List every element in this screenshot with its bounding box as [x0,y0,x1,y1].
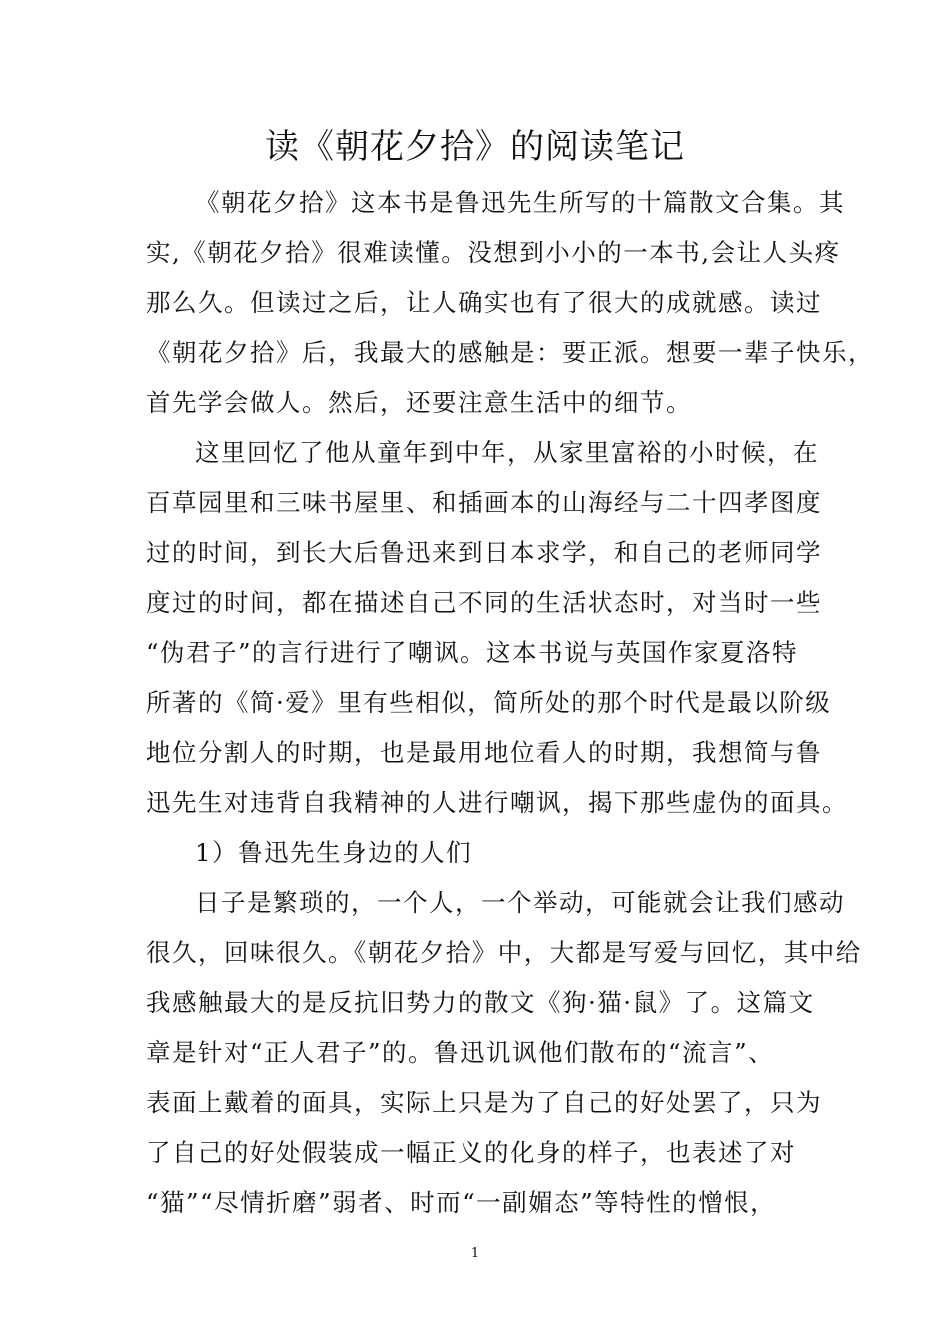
section-heading: 1）鲁迅先生身边的人们 [195,838,473,867]
text-line: 实,《朝花夕拾》很难读懂。没想到小小的一本书,会让人头疼 [146,238,841,267]
text-line: 迅先生对违背自我精神的人进行嘲讽，揭下那些虚伪的面具。 [146,788,848,817]
text-line: 地位分割人的时期，也是最用地位看人的时期，我想简与鲁 [146,738,822,767]
document-title: 读《朝花夕拾》的阅读笔记 [265,127,685,167]
text-line: 我感触最大的是反抗旧势力的散文《狗·猫·鼠》了。这篇文 [146,988,815,1017]
text-line: 过的时间，到长大后鲁迅来到日本求学，和自己的老师同学 [146,538,822,567]
page-number: 1 [470,1246,480,1261]
text-line: 很久，回味很久。《朝花夕拾》中，大都是写爱与回忆，其中给 [146,938,862,967]
text-line: 《朝花夕拾》这本书是鲁迅先生所写的十篇散文合集。其 [195,188,845,217]
text-line: 《朝花夕拾》后，我最大的感触是：要正派。想要一辈子快乐， [146,338,874,367]
text-line: 百草园里和三味书屋里、和插画本的山海经与二十四孝图度 [146,488,822,517]
text-line: 那么久。但读过之后，让人确实也有了很大的成就感。读过 [146,288,822,317]
text-line: “伪君子”的言行进行了嘲讽。这本书说与英国作家夏洛特 [146,638,799,667]
text-line: 度过的时间，都在描述自己不同的生活状态时，对当时一些 [146,588,822,617]
text-line: “猫”“尽情折磨”弱者、时而“一副媚态”等特性的憎恨， [146,1188,777,1217]
text-line: 首先学会做人。然后，还要注意生活中的细节。 [146,388,692,417]
text-line: 了自己的好处假装成一幅正义的化身的样子，也表述了对 [146,1138,796,1167]
document-body [146,178,874,1228]
text-line: 表面上戴着的面具，实际上只是为了自己的好处罢了，只为 [146,1088,822,1117]
text-line: 日子是繁琐的，一个人，一个举动，可能就会让我们感动 [195,888,845,917]
text-line: 章是针对“正人君子”的。鲁迅讥讽他们散布的“流言”、 [146,1038,775,1067]
text-line: 所著的《简·爱》里有些相似，简所处的那个时代是最以阶级 [146,688,832,717]
text-line: 这里回忆了他从童年到中年，从家里富裕的小时候，在 [195,438,819,467]
